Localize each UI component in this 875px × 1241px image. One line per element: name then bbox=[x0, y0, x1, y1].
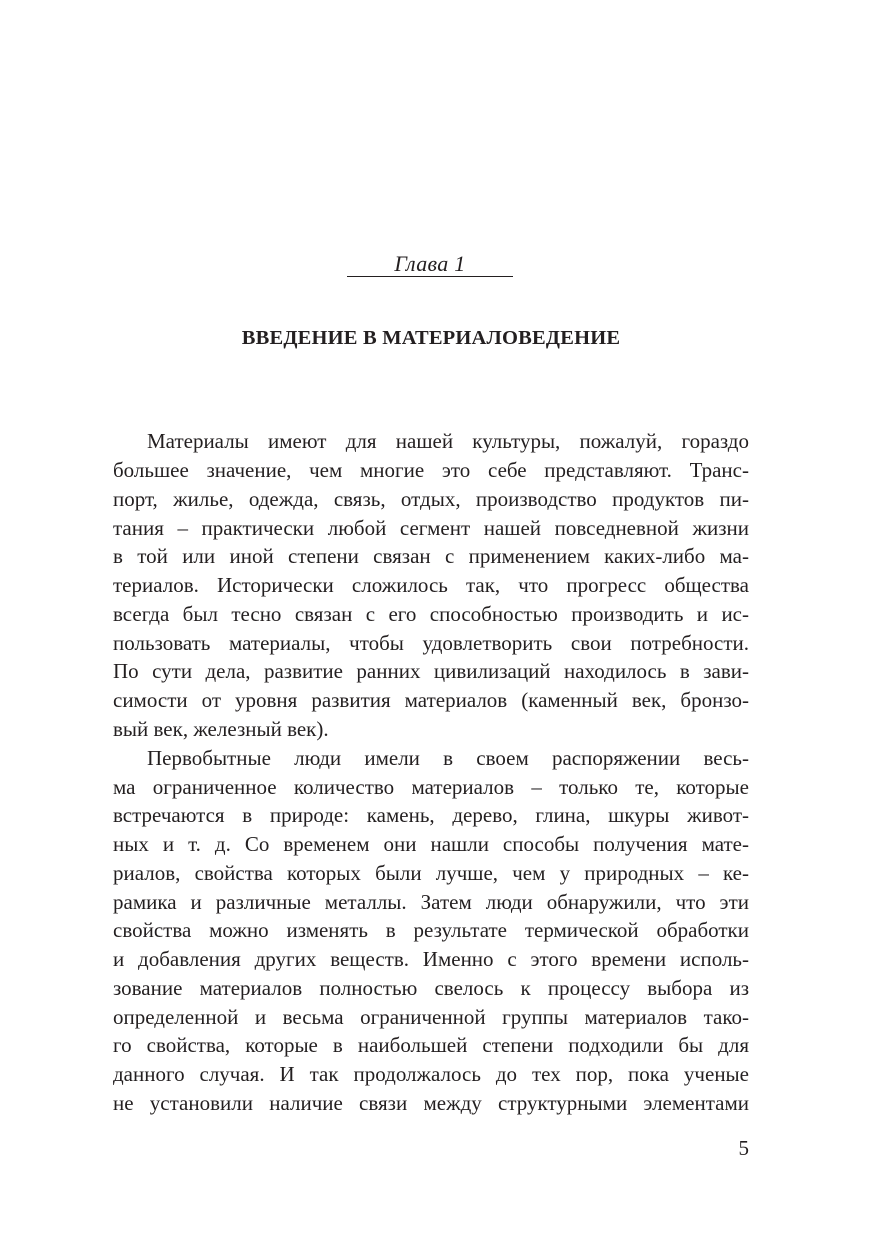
paragraph-2-line: рамика и различные металлы. Затем люди обнаружили, что эти bbox=[113, 890, 749, 914]
paragraph-2-line: данного случая. И так продолжалось до тех пор, пока ученые bbox=[113, 1062, 749, 1086]
chapter-underline bbox=[347, 276, 513, 277]
paragraph-2-line: ма ограниченное количество материалов – только те, которые bbox=[113, 775, 749, 799]
chapter-label: Глава 1 bbox=[394, 251, 466, 276]
paragraph-2-line: го свойства, которые в наибольшей степени подходили бы для bbox=[113, 1033, 749, 1057]
paragraph-1-line: тания – практически любой сегмент нашей повседневной жизни bbox=[113, 516, 749, 540]
paragraph-1-line: Материалы имеют для нашей культуры, пожалуй, гораздо bbox=[147, 429, 749, 453]
paragraph-2-line: определенной и весьма ограниченной группы материалов тако- bbox=[113, 1005, 749, 1029]
paragraph-1-line: симости от уровня развития материалов (каменный век, бронзо- bbox=[113, 688, 749, 712]
paragraph-2-line: и добавления других веществ. Именно с этого времени исполь- bbox=[113, 947, 749, 971]
paragraph-1-line: большее значение, чем многие это себе представляют. Транс- bbox=[113, 458, 749, 482]
paragraph-1-line: вый век, железный век). bbox=[113, 717, 329, 741]
paragraph-2-line: зование материалов полностью свелось к процессу выбора из bbox=[113, 976, 749, 1000]
paragraph-1-line: пользовать материалы, чтобы удовлетворить свои потребности. bbox=[113, 631, 749, 655]
paragraph-1-line: в той или иной степени связан с применением каких-либо ма- bbox=[113, 544, 749, 568]
paragraph-1-line: териалов. Исторически сложилось так, что прогресс общества bbox=[113, 573, 749, 597]
paragraph-1-line: По сути дела, развитие ранних цивилизаций находилось в зави- bbox=[113, 659, 749, 683]
paragraph-1-line: порт, жилье, одежда, связь, отдых, производство продуктов пи- bbox=[113, 487, 749, 511]
paragraph-2-line: не установили наличие связи между структурными элементами bbox=[113, 1091, 749, 1115]
paragraph-2-line: Первобытные люди имели в своем распоряжении весь- bbox=[147, 746, 749, 770]
paragraph-2-line: ных и т. д. Со временем они нашли способы получения мате- bbox=[113, 832, 749, 856]
paragraph-2-line: свойства можно изменять в результате термической обработки bbox=[113, 918, 749, 942]
paragraph-2-line: встречаются в природе: камень, дерево, глина, шкуры живот- bbox=[113, 803, 749, 827]
page-number: 5 bbox=[738, 1136, 749, 1160]
chapter-title: ВВЕДЕНИЕ В МАТЕРИАЛОВЕДЕНИЕ bbox=[241, 327, 621, 349]
paragraph-2-line: риалов, свойства которых были лучше, чем у природных – ке- bbox=[113, 861, 749, 885]
paragraph-1-line: всегда был тесно связан с его способностью производить и ис- bbox=[113, 602, 749, 626]
